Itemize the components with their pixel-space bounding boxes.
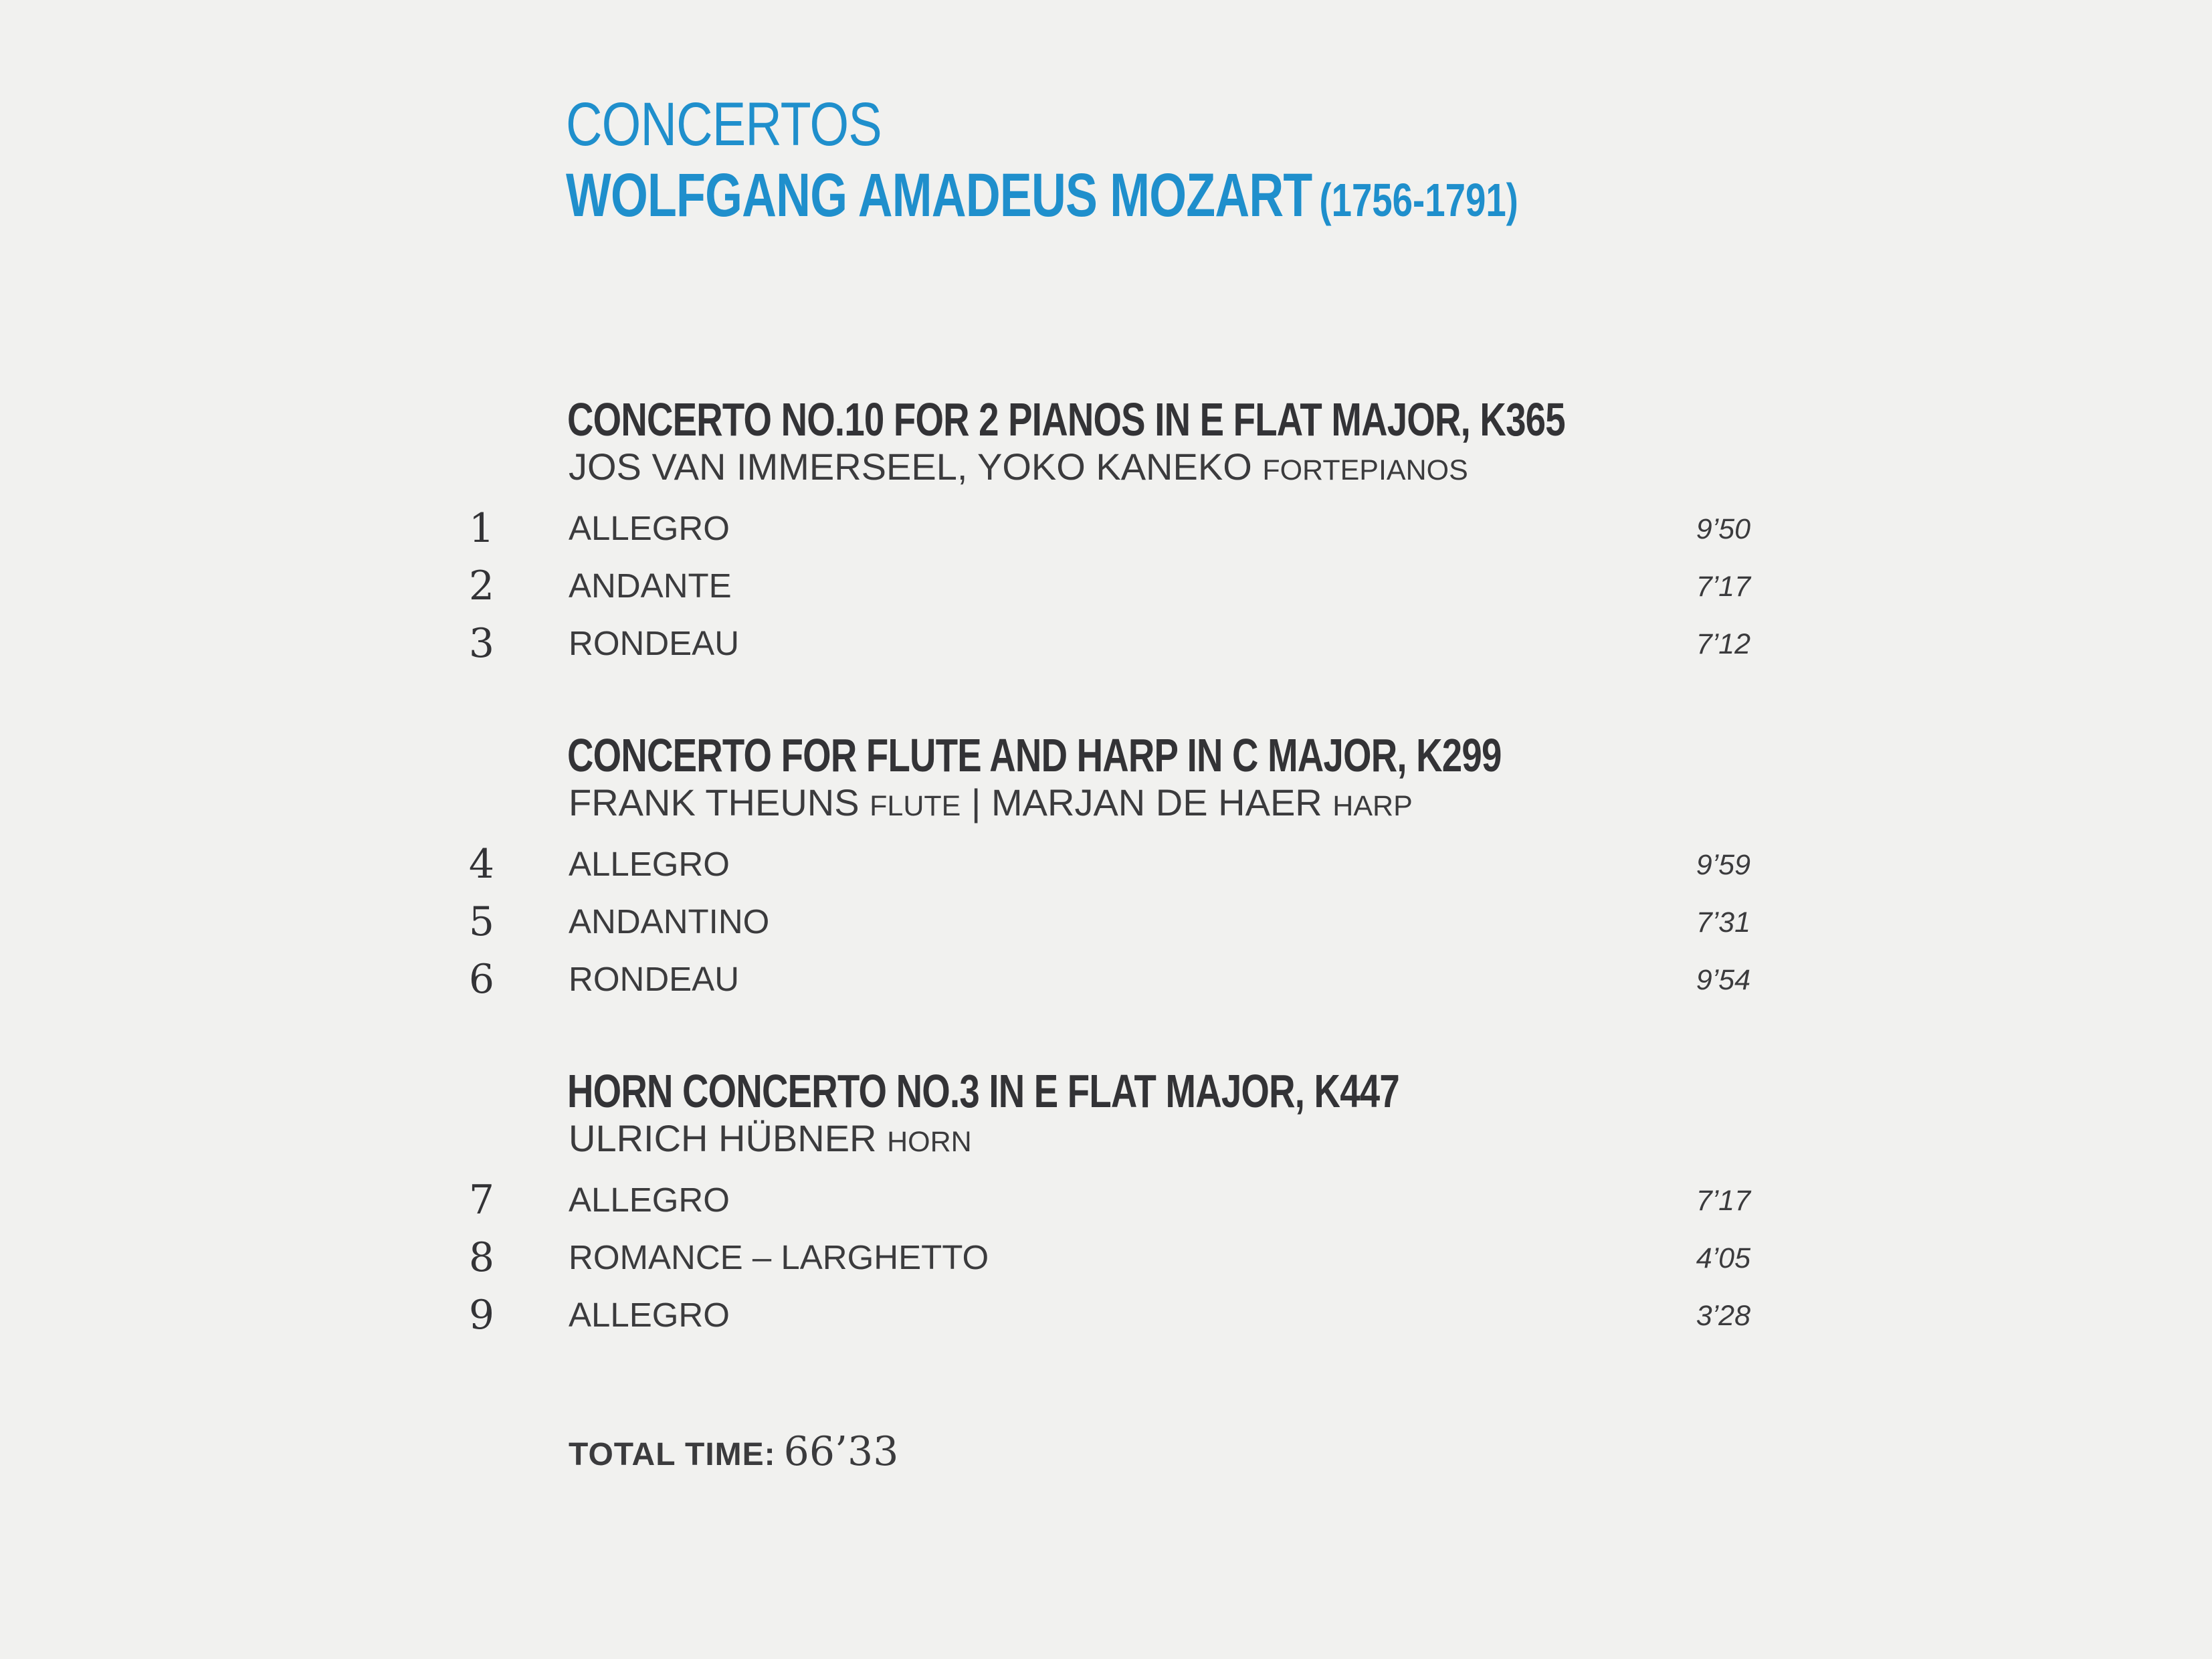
composer-dates: (1756-1791) bbox=[1319, 174, 1518, 226]
track-duration: 7’31 bbox=[1696, 906, 1750, 939]
total-time bbox=[569, 1428, 899, 1475]
track-number: 7 bbox=[468, 1177, 495, 1224]
performer-instrument: FORTEPIANOS bbox=[1262, 454, 1468, 486]
composer-line bbox=[566, 161, 1518, 229]
track-number: 2 bbox=[468, 563, 495, 609]
work-title: CONCERTO NO.10 FOR 2 PIANOS IN E FLAT MAJOR, K365 bbox=[567, 393, 1565, 446]
album-header bbox=[566, 90, 1787, 229]
track-duration: 9’54 bbox=[1696, 964, 1750, 996]
track-number: 6 bbox=[468, 956, 495, 1003]
performer-separator: | bbox=[971, 781, 981, 823]
series-title: CONCERTOS bbox=[566, 90, 882, 159]
track-duration: 7’17 bbox=[1696, 1185, 1750, 1217]
track-title: ROMANCE – LARGHETTO bbox=[569, 1238, 989, 1276]
track-row[interactable] bbox=[0, 1234, 2212, 1287]
track-title: RONDEAU bbox=[569, 960, 740, 998]
track-title: ANDANTINO bbox=[569, 902, 770, 941]
track-title: ALLEGRO bbox=[569, 845, 730, 883]
performer-name: MARJAN DE HAER bbox=[991, 781, 1322, 823]
track-row[interactable] bbox=[0, 1292, 2212, 1345]
track-duration: 7’17 bbox=[1696, 571, 1750, 603]
track-row[interactable] bbox=[0, 620, 2212, 673]
performer-name: JOS VAN IMMERSEEL, YOKO KANEKO bbox=[569, 446, 1252, 488]
track-row[interactable] bbox=[0, 841, 2212, 894]
track-row[interactable] bbox=[0, 898, 2212, 951]
total-time-label: TOTAL TIME: bbox=[569, 1437, 776, 1472]
track-title: ALLEGRO bbox=[569, 509, 730, 547]
track-number: 4 bbox=[468, 841, 495, 888]
track-duration: 3’28 bbox=[1696, 1300, 1750, 1332]
track-number: 3 bbox=[468, 620, 495, 667]
work-title: HORN CONCERTO NO.3 IN E FLAT MAJOR, K447 bbox=[567, 1065, 1399, 1117]
performer-instrument: HORN bbox=[887, 1126, 972, 1158]
performer-instrument: FLUTE bbox=[870, 790, 961, 822]
track-title: ANDANTE bbox=[569, 567, 732, 605]
performer-name: FRANK THEUNS bbox=[569, 781, 860, 823]
work-title: CONCERTO FOR FLUTE AND HARP IN C MAJOR, K299 bbox=[567, 729, 1502, 781]
performer-instrument: HARP bbox=[1332, 790, 1413, 822]
track-title: ALLEGRO bbox=[569, 1181, 730, 1219]
track-row[interactable] bbox=[0, 956, 2212, 1009]
performer-name: ULRICH HÜBNER bbox=[569, 1117, 877, 1159]
track-number: 9 bbox=[468, 1292, 495, 1339]
track-number: 1 bbox=[468, 505, 495, 552]
total-time-value: 66’33 bbox=[783, 1428, 899, 1475]
track-row[interactable] bbox=[0, 1177, 2212, 1230]
track-title: ALLEGRO bbox=[569, 1296, 730, 1334]
track-duration: 9’59 bbox=[1696, 849, 1750, 881]
work-performers bbox=[569, 1117, 972, 1159]
track-row[interactable] bbox=[0, 505, 2212, 558]
work-performers bbox=[569, 781, 1413, 823]
track-duration: 7’12 bbox=[1696, 628, 1750, 660]
track-duration: 4’05 bbox=[1696, 1242, 1750, 1274]
track-row[interactable] bbox=[0, 563, 2212, 615]
track-title: RONDEAU bbox=[569, 624, 740, 662]
composer-name: WOLFGANG AMADEUS MOZART bbox=[566, 161, 1312, 229]
track-number: 8 bbox=[468, 1234, 495, 1281]
work-performers bbox=[569, 448, 1468, 486]
track-number: 5 bbox=[468, 898, 495, 945]
track-duration: 9’50 bbox=[1696, 513, 1750, 545]
